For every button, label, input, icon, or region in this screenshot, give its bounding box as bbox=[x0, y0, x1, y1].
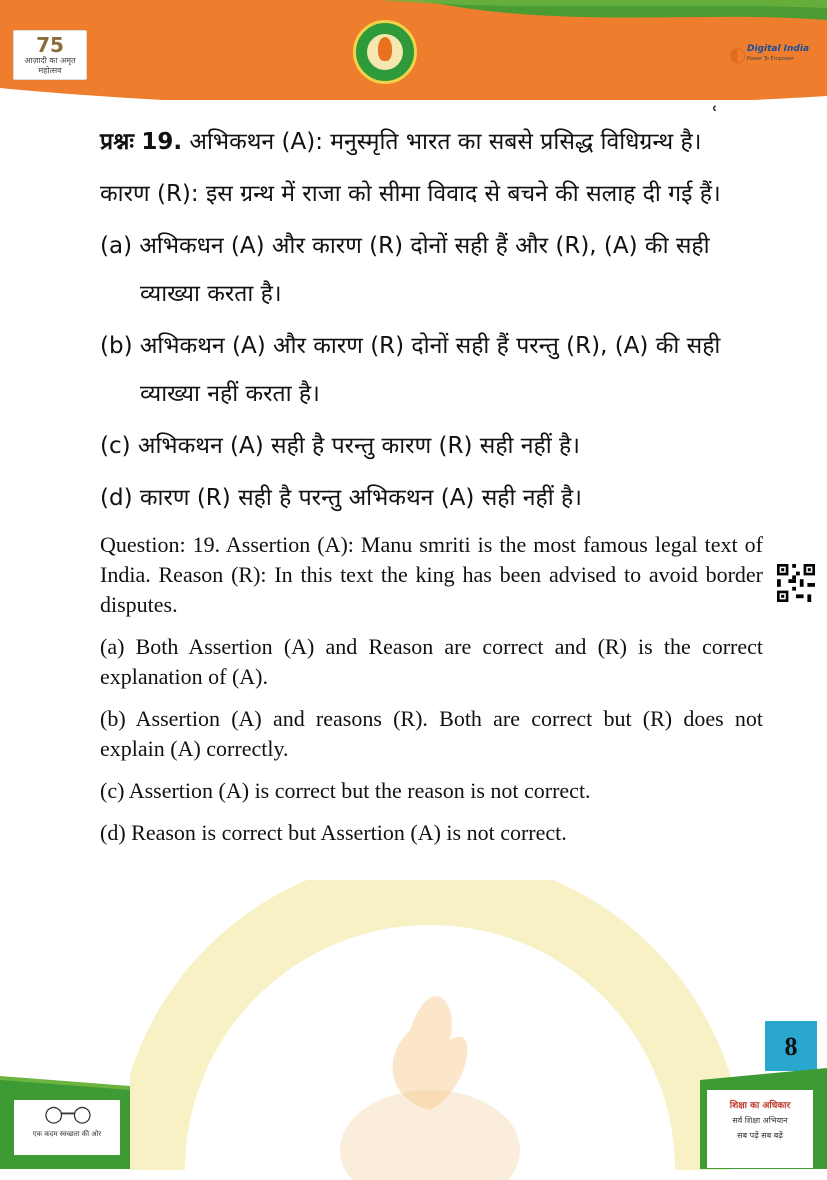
hindi-option-c: (c) अभिकथन (A) सही है परन्तु कारण (R) सही नहीं है। bbox=[100, 433, 580, 459]
english-option-c: (c) Assertion (A) is correct but the reason is not correct. bbox=[100, 778, 591, 803]
english-question: Question: 19. Assertion (A): Manu smriti is the most famous legal text of India. Reason (R): In this text the king has been advised to avoid border disputes. bbox=[100, 532, 763, 617]
qr-code-icon[interactable] bbox=[777, 564, 815, 602]
page-footer bbox=[0, 1060, 827, 1169]
english-option-d: (d) Reason is correct but Assertion (A) is not correct. bbox=[100, 820, 567, 845]
hindi-option-a: (a) अभिकधन (A) और कारण (R) दोनों सही हैं और (R), (A) की सही व्याख्या करता है। bbox=[100, 233, 710, 307]
hindi-assertion bbox=[100, 118, 763, 166]
assertion-text: अभिकथन (A): मनुस्मृति भारत का सबसे प्रसिद्ध विधिग्रन्थ है। bbox=[189, 129, 702, 155]
swachh-bharat-logo: ○─○ एक कदम स्वच्छता की ओर bbox=[14, 1100, 120, 1155]
question-content bbox=[100, 118, 763, 848]
page-header bbox=[0, 0, 827, 110]
digital-india-icon: ◐ bbox=[729, 42, 747, 66]
hindi-reason: कारण (R): इस ग्रन्थ में राजा को सीमा विवाद से बचने की सलाह दी गई हैं। bbox=[100, 181, 721, 207]
board-seal-icon bbox=[353, 20, 417, 84]
question-number: 19. bbox=[141, 129, 183, 155]
rte-logo: शिक्षा का अधिकार सर्व शिक्षा अभियान सब पढ़ें सब बढ़ें bbox=[707, 1090, 813, 1168]
footer-banner bbox=[0, 1060, 827, 1169]
question-prefix: प्रश्नः bbox=[100, 129, 134, 155]
glasses-icon: ○─○ bbox=[44, 1102, 90, 1127]
hindi-option-d: (d) कारण (R) सही है परन्तु अभिकथन (A) सही नहीं है। bbox=[100, 485, 582, 511]
english-option-a: (a) Both Assertion (A) and Reason are correct and (R) is the correct explanation of (A). bbox=[100, 634, 763, 689]
pen-mark: ˓ bbox=[712, 97, 719, 121]
hindi-option-b: (b) अभिकथन (A) और कारण (R) दोनों सही हैं परन्तु (R), (A) की सही व्याख्या नहीं करता है। bbox=[100, 333, 721, 407]
english-option-b: (b) Assertion (A) and reasons (R). Both are correct but (R) does not explain (A) correctly. bbox=[100, 706, 763, 761]
azadi-ka-amrit-mahotsav-logo: 75 आज़ादी का अमृत महोत्सव bbox=[13, 30, 87, 80]
digital-india-logo: ◐ Digital India Power To Empower bbox=[729, 42, 810, 66]
page-number: 8 bbox=[765, 1021, 817, 1071]
